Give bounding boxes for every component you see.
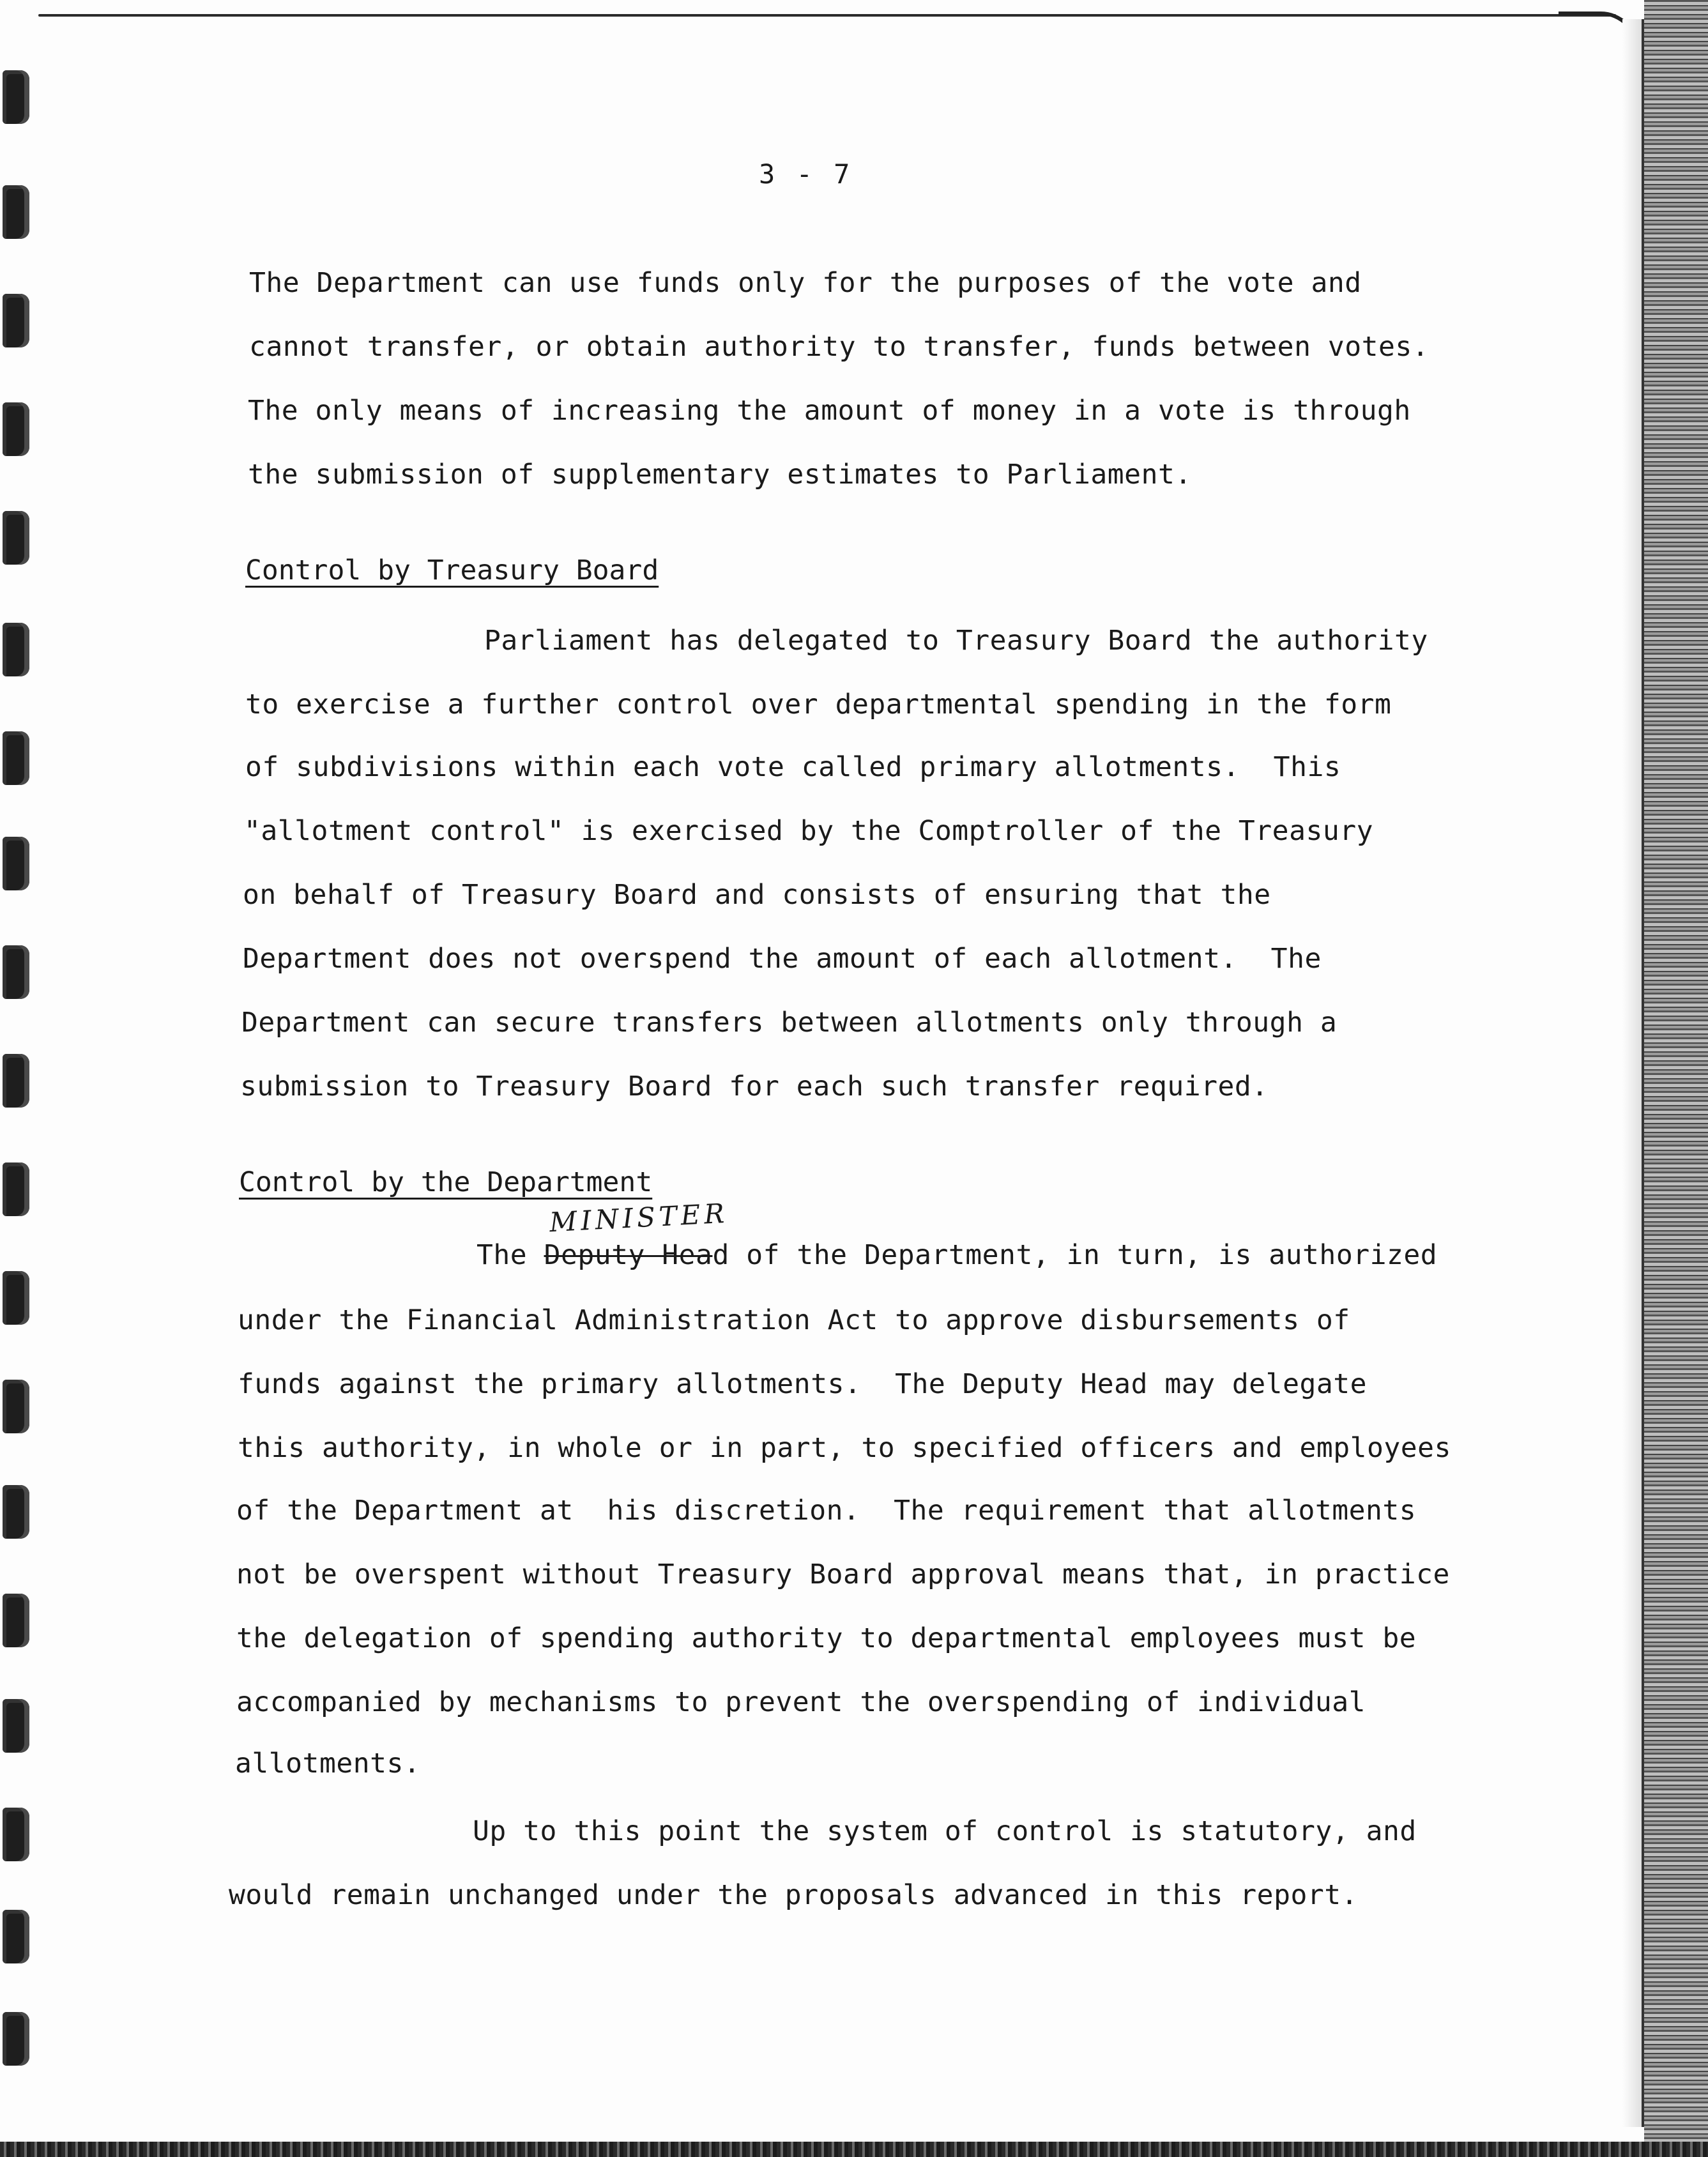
binding-hole bbox=[3, 1380, 29, 1433]
binding-hole bbox=[3, 1594, 29, 1647]
binding-hole bbox=[3, 837, 29, 890]
section-heading-treasury-board: Control by Treasury Board bbox=[245, 554, 659, 586]
text-line: cannot transfer, or obtain authority to transfer, funds between votes. bbox=[249, 331, 1430, 363]
page-right-edge bbox=[1622, 19, 1644, 2127]
binding-strip-right bbox=[1644, 0, 1708, 2157]
binding-hole bbox=[3, 1699, 29, 1753]
text-line-edited bbox=[477, 1239, 1437, 1271]
text-line: The Department can use funds only for the purposes of the vote and bbox=[249, 267, 1362, 299]
text-line: on behalf of Treasury Board and consists of ensuring that the bbox=[243, 879, 1271, 911]
binding-hole bbox=[3, 70, 29, 124]
text-line: of the Department at his discretion. The requirement that allotments bbox=[236, 1495, 1417, 1527]
text-line: allotments. bbox=[235, 1748, 421, 1780]
text-line: submission to Treasury Board for each such transfer required. bbox=[240, 1071, 1269, 1102]
scan-bottom-edge bbox=[0, 2142, 1708, 2157]
text-line: the delegation of spending authority to departmental employees must be bbox=[236, 1622, 1417, 1654]
text-line: to exercise a further control over departmental spending in the form bbox=[245, 689, 1392, 720]
struck-text: Deputy Hea bbox=[544, 1239, 713, 1271]
text-line: Department can secure transfers between allotments only through a bbox=[241, 1007, 1338, 1039]
binding-hole bbox=[3, 511, 29, 565]
binding-hole bbox=[3, 1162, 29, 1216]
text-line: accompanied by mechanisms to prevent the overspending of individual bbox=[236, 1686, 1366, 1718]
binding-hole bbox=[3, 1485, 29, 1539]
binding-hole bbox=[3, 1271, 29, 1325]
text-line: funds against the primary allotments. The Deputy Head may delegate bbox=[238, 1368, 1368, 1400]
text-line: of subdivisions within each vote called primary allotments. This bbox=[245, 751, 1341, 783]
binding-hole bbox=[3, 1910, 29, 1963]
binding-hole bbox=[3, 623, 29, 676]
handwritten-annotation: MINISTER bbox=[548, 1197, 729, 1239]
binding-hole bbox=[3, 945, 29, 999]
text-fragment: d of the Department, in turn, is authorized bbox=[712, 1239, 1438, 1271]
text-line: Up to this point the system of control is statutory, and bbox=[473, 1815, 1417, 1847]
text-line: would remain unchanged under the proposals advanced in this report. bbox=[229, 1879, 1359, 1911]
text-line: under the Financial Administration Act to approve disbursements of bbox=[238, 1304, 1350, 1336]
text-line: not be overspent without Treasury Board approval means that, in practice bbox=[236, 1559, 1450, 1590]
binding-hole bbox=[3, 2012, 29, 2066]
binding-hole bbox=[3, 1808, 29, 1861]
section-heading-department: Control by the Department bbox=[239, 1166, 653, 1198]
text-line: Department does not overspend the amount of each allotment. The bbox=[243, 943, 1322, 975]
binding-hole bbox=[3, 185, 29, 239]
binding-hole bbox=[3, 402, 29, 456]
text-line: Parliament has delegated to Treasury Board the authority bbox=[484, 625, 1428, 657]
binding-hole bbox=[3, 1054, 29, 1108]
page-number: 3 - 7 bbox=[759, 158, 853, 190]
text-line: the submission of supplementary estimates to Parliament. bbox=[248, 459, 1192, 491]
text-line: The only means of increasing the amount of money in a vote is through bbox=[248, 395, 1411, 427]
text-line: this authority, in whole or in part, to specified officers and employees bbox=[238, 1432, 1451, 1464]
binding-hole bbox=[3, 294, 29, 347]
text-fragment: The bbox=[477, 1239, 544, 1271]
scan-top-edge bbox=[38, 14, 1616, 17]
text-line: "allotment control" is exercised by the Comptroller of the Treasury bbox=[244, 815, 1374, 847]
binding-hole bbox=[3, 731, 29, 785]
binding-punches bbox=[0, 0, 38, 2157]
